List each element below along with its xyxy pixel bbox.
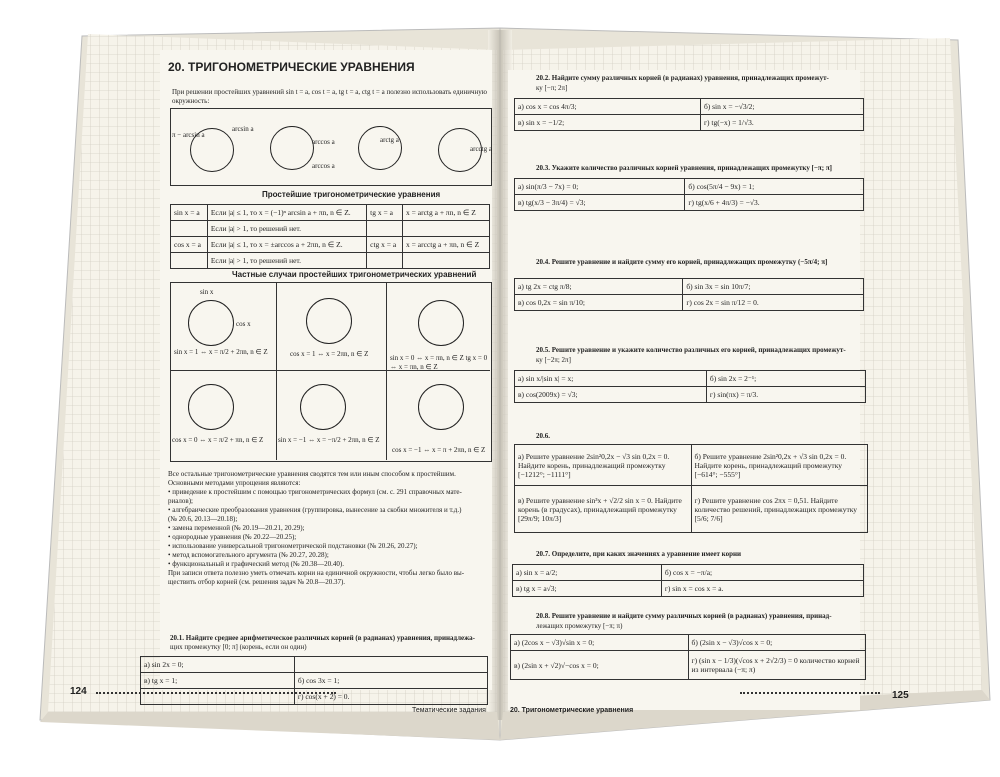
task-201-v: в) tg x = 1; [141, 673, 295, 689]
cell-tg-eq: tg x = a [367, 205, 403, 221]
task-203-b: б) cos(5π/4 − 9x) = 1; [685, 179, 864, 195]
task-202-g: г) tg(−x) = 1/√3. [700, 115, 863, 131]
task-208-table [510, 634, 866, 680]
special-circle [418, 300, 464, 346]
task-201-title: 20.1. Найдите среднее арифметическое различных корней (в радианах) уравнения, принадлежа- [170, 634, 476, 642]
task-201-cell [141, 689, 295, 705]
cell-cos-rule: Если |a| ≤ 1, то x = ±arccos a + 2πn, n ∈ Z. [207, 237, 366, 253]
special-case-3: sin x = 0 ⇔ x = πn, n ∈ Z tg x = 0 ⇔ x = πn, n ∈ Z [390, 354, 488, 371]
task-203-table [514, 178, 864, 211]
task-205-b: б) sin 2x = 2⁻¹; [706, 371, 865, 387]
cell-ctg-rule: x = arcctg a + πn, n ∈ Z [403, 237, 490, 253]
grid-divider [386, 282, 387, 460]
task-202-title: 20.2. Найдите сумму различных корней (в радианах) уравнения, принадлежащих промежут- [536, 74, 829, 82]
special-circle [306, 298, 352, 344]
task-205-v: в) cos(2009x) = √3; [515, 387, 707, 403]
body-line: • однородные уравнения (№ 20.22—20.25); [168, 533, 297, 541]
section1-title: Простейшие тригонометрические уравнения [262, 190, 441, 199]
task-202-b: б) sin x = −√3/2; [700, 99, 863, 115]
task-204-table [514, 278, 864, 311]
task-206-b: б) Решите уравнение 2sin²0,2x + √3 sin 0,2x = 0. Найдите корень, принадлежащий промежутку [−614°; −555°] [691, 445, 868, 486]
body-line: ществить отбор корней (см. решения задач № 20.8—20.37). [168, 578, 346, 586]
footer-left: Тематические задания [412, 707, 486, 714]
task-207-g: г) sin x = cos x = a. [661, 581, 863, 597]
label-arccos-top: arccos a [312, 138, 335, 146]
task-204-b: б) sin 3x = sin 10π/7; [683, 279, 864, 295]
methods-list [168, 470, 493, 587]
label-arccos-bottom: arccos a [312, 162, 335, 170]
special-case-4: cos x = 0 ⇔ x = π/2 + πn, n ∈ Z [172, 436, 264, 444]
task-206-title: 20.6. [536, 432, 550, 440]
special-case-5: sin x = −1 ⇔ x = −π/2 + 2πn, n ∈ Z [278, 436, 380, 444]
body-line: • замена переменной (№ 20.19—20.21, 20.29); [168, 524, 305, 532]
task-208-v: в) (2sin x + √2)√−cos x = 0; [511, 651, 689, 680]
axis-label: cos x [236, 320, 251, 328]
task-205-table [514, 370, 866, 403]
task-207-table [512, 564, 864, 597]
cell-empty [367, 221, 403, 237]
body-line: Все остальные тригонометрические уравнения сводятся тем или иным способом к простейшим. [168, 470, 456, 478]
cell-tg-rule: x = arctg a + πn, n ∈ Z [403, 205, 490, 221]
cell-empty [403, 221, 490, 237]
intro-text: При решении простейших уравнений sin t = a, cos t = a, tg t = a, ctg t = a полезно использовать единичную окружность: [172, 88, 487, 105]
page-number-right: 125 [892, 690, 909, 701]
simple-equations-table [170, 204, 490, 269]
chapter-title: 20. ТРИГОНОМЕТРИЧЕСКИЕ УРАВНЕНИЯ [168, 60, 415, 74]
task-208-b: б) (2sin x − √3)√cos x = 0; [688, 635, 866, 651]
body-line: • использование универсальной тригонометрической подстановки (№ 20.26, 20.27); [168, 542, 418, 550]
page-number-left: 124 [70, 686, 87, 697]
cell-sin-no-sol: Если |a| > 1, то решений нет. [207, 221, 366, 237]
special-case-6: cos x = −1 ⇔ x = π + 2πn, n ∈ Z [392, 446, 486, 454]
special-circle [188, 384, 234, 430]
body-line: Основными методами упрощения являются: [168, 479, 301, 487]
task-208-sub: лежащих промежутку [−π; π) [536, 622, 623, 630]
task-203-a: а) sin(π/3 − 7x) = 0; [515, 179, 685, 195]
axis-label: sin x [200, 288, 214, 296]
task-201-g: г) cos(x + 2) = 0. [294, 689, 487, 705]
body-line: • алгебраические преобразования уравнения (группировка, вынесение за скобки множителя и т.д.) [168, 506, 462, 514]
task-203-g: г) tg(x/6 + 4π/3) = −√3. [685, 195, 864, 211]
special-circle [188, 300, 234, 346]
task-203-v: в) tg(x/3 − 3π/4) = √3; [515, 195, 685, 211]
body-line: (№ 20.6, 20.13—20.18); [168, 515, 238, 523]
task-201-cell [294, 657, 487, 673]
task-207-title: 20.7. Определите, при каких значениях a уравнение имеет корни [536, 550, 742, 558]
task-204-title: 20.4. Решите уравнение и найдите сумму его корней, принадлежащих промежутку (−5π/4; π] [536, 258, 828, 266]
task-201-a: а) sin 2x = 0; [141, 657, 295, 673]
task-204-a: а) tg 2x = ctg π/8; [515, 279, 683, 295]
task-207-a: а) sin x = a/2; [513, 565, 662, 581]
grid-divider [276, 282, 277, 460]
task-202-table [514, 98, 864, 131]
task-207-b: б) cos x = −π/a; [661, 565, 863, 581]
task-207-v: в) tg x = a√3; [513, 581, 662, 597]
task-201-b: б) cos 3x = 1; [294, 673, 487, 689]
body-line: При записи ответа полезно уметь отмечать корни на единичной окружности, чтобы легко было вы- [168, 569, 465, 577]
task-206-a: а) Решите уравнение 2sin²0,2x − √3 sin 0,2x = 0. Найдите корень, принадлежащий промежутку [−1212°; −1111°] [515, 445, 692, 486]
special-circle [300, 384, 346, 430]
cell-sin-rule: Если |a| ≤ 1, то x = (−1)ⁿ arcsin a + πn, n ∈ Z. [207, 205, 366, 221]
task-202-sub: ку [−π; 2π] [536, 84, 568, 92]
task-202-a: а) cos x = cos 4π/3; [515, 99, 701, 115]
task-204-g: г) cos 2x = sin π/12 = 0. [683, 295, 864, 311]
section2-title: Частные случаи простейших тригонометрических уравнений [232, 270, 477, 279]
task-204-v: в) cos 0,2x = sin π/10; [515, 295, 683, 311]
footer-right: 20. Тригонометрические уравнения [510, 707, 634, 714]
task-205-sub: ку [−2π; 2π] [536, 356, 571, 364]
task-205-a: а) sin x/|sin x| = x; [515, 371, 707, 387]
cell-sin-eq: sin x = a [171, 205, 208, 221]
footer-dots [740, 692, 880, 694]
cell-empty [403, 253, 490, 269]
right-page [500, 0, 1000, 777]
cell-cos-no-sol: Если |a| > 1, то решений нет. [207, 253, 366, 269]
cell-ctg-eq: ctg x = a [367, 237, 403, 253]
task-206-table [514, 444, 868, 533]
special-circle [418, 384, 464, 430]
label-arctg: arctg a [380, 136, 399, 144]
cell-empty [171, 221, 208, 237]
task-208-a: а) (2cos x − √3)√sin x = 0; [511, 635, 689, 651]
task-208-title: 20.8. Решите уравнение и найдите сумму различных корней (в радианах) уравнения, принад- [536, 612, 832, 620]
task-208-g: г) (sin x − 1/3)(√cos x + 2√2/3) = 0 количество корней из интервала (−π; π) [688, 651, 866, 680]
cell-empty [367, 253, 403, 269]
special-case-1: sin x = 1 ⇔ x = π/2 + 2πn, n ∈ Z [174, 348, 268, 356]
task-203-title: 20.3. Укажите количество различных корней уравнения, принадлежащих промежутку [−π; π] [536, 164, 833, 172]
footer-dots [96, 692, 336, 694]
task-206-g: г) Решите уравнение cos 2πx = 0,51. Найдите количество решений, принадлежащих промежутку [5/6; 7/6] [691, 486, 868, 533]
unit-circle-cos [270, 126, 314, 170]
body-line: • функциональный и графический метод (№ 20.38—20.40). [168, 560, 345, 568]
label-arcctg: arcctg a [470, 145, 492, 153]
task-201-sub: щих промежутку [0; π] (корень, если он один) [170, 643, 307, 651]
task-205-g: г) sin(πx) = π/3. [706, 387, 865, 403]
task-202-v: в) sin x = −1/2; [515, 115, 701, 131]
special-case-2: cos x = 1 ⇔ x = 2πn, n ∈ Z [290, 350, 369, 358]
body-line: • метод вспомогательного аргумента (№ 20.27, 20.28); [168, 551, 329, 559]
task-201-table [140, 656, 488, 705]
task-205-title: 20.5. Решите уравнение и укажите количество различных его корней, принадлежащих промежут- [536, 346, 846, 354]
body-line: риалов); [168, 497, 193, 505]
unit-circle-tg [358, 126, 402, 170]
cell-empty [171, 253, 208, 269]
cell-cos-eq: cos x = a [171, 237, 208, 253]
label-arcsin: arcsin a [232, 125, 254, 133]
body-line: • приведение к простейшим с помощью тригонометрических формул (см. с. 291 справочных мате- [168, 488, 462, 496]
task-206-v: в) Решите уравнение sin³x + √2/2 sin x = 0. Найдите корень (в градусах), принадлежащий промежутку [29π/9; 10π/3] [515, 486, 692, 533]
label-pi-minus-arcsin: π − arcsin a [172, 131, 205, 139]
